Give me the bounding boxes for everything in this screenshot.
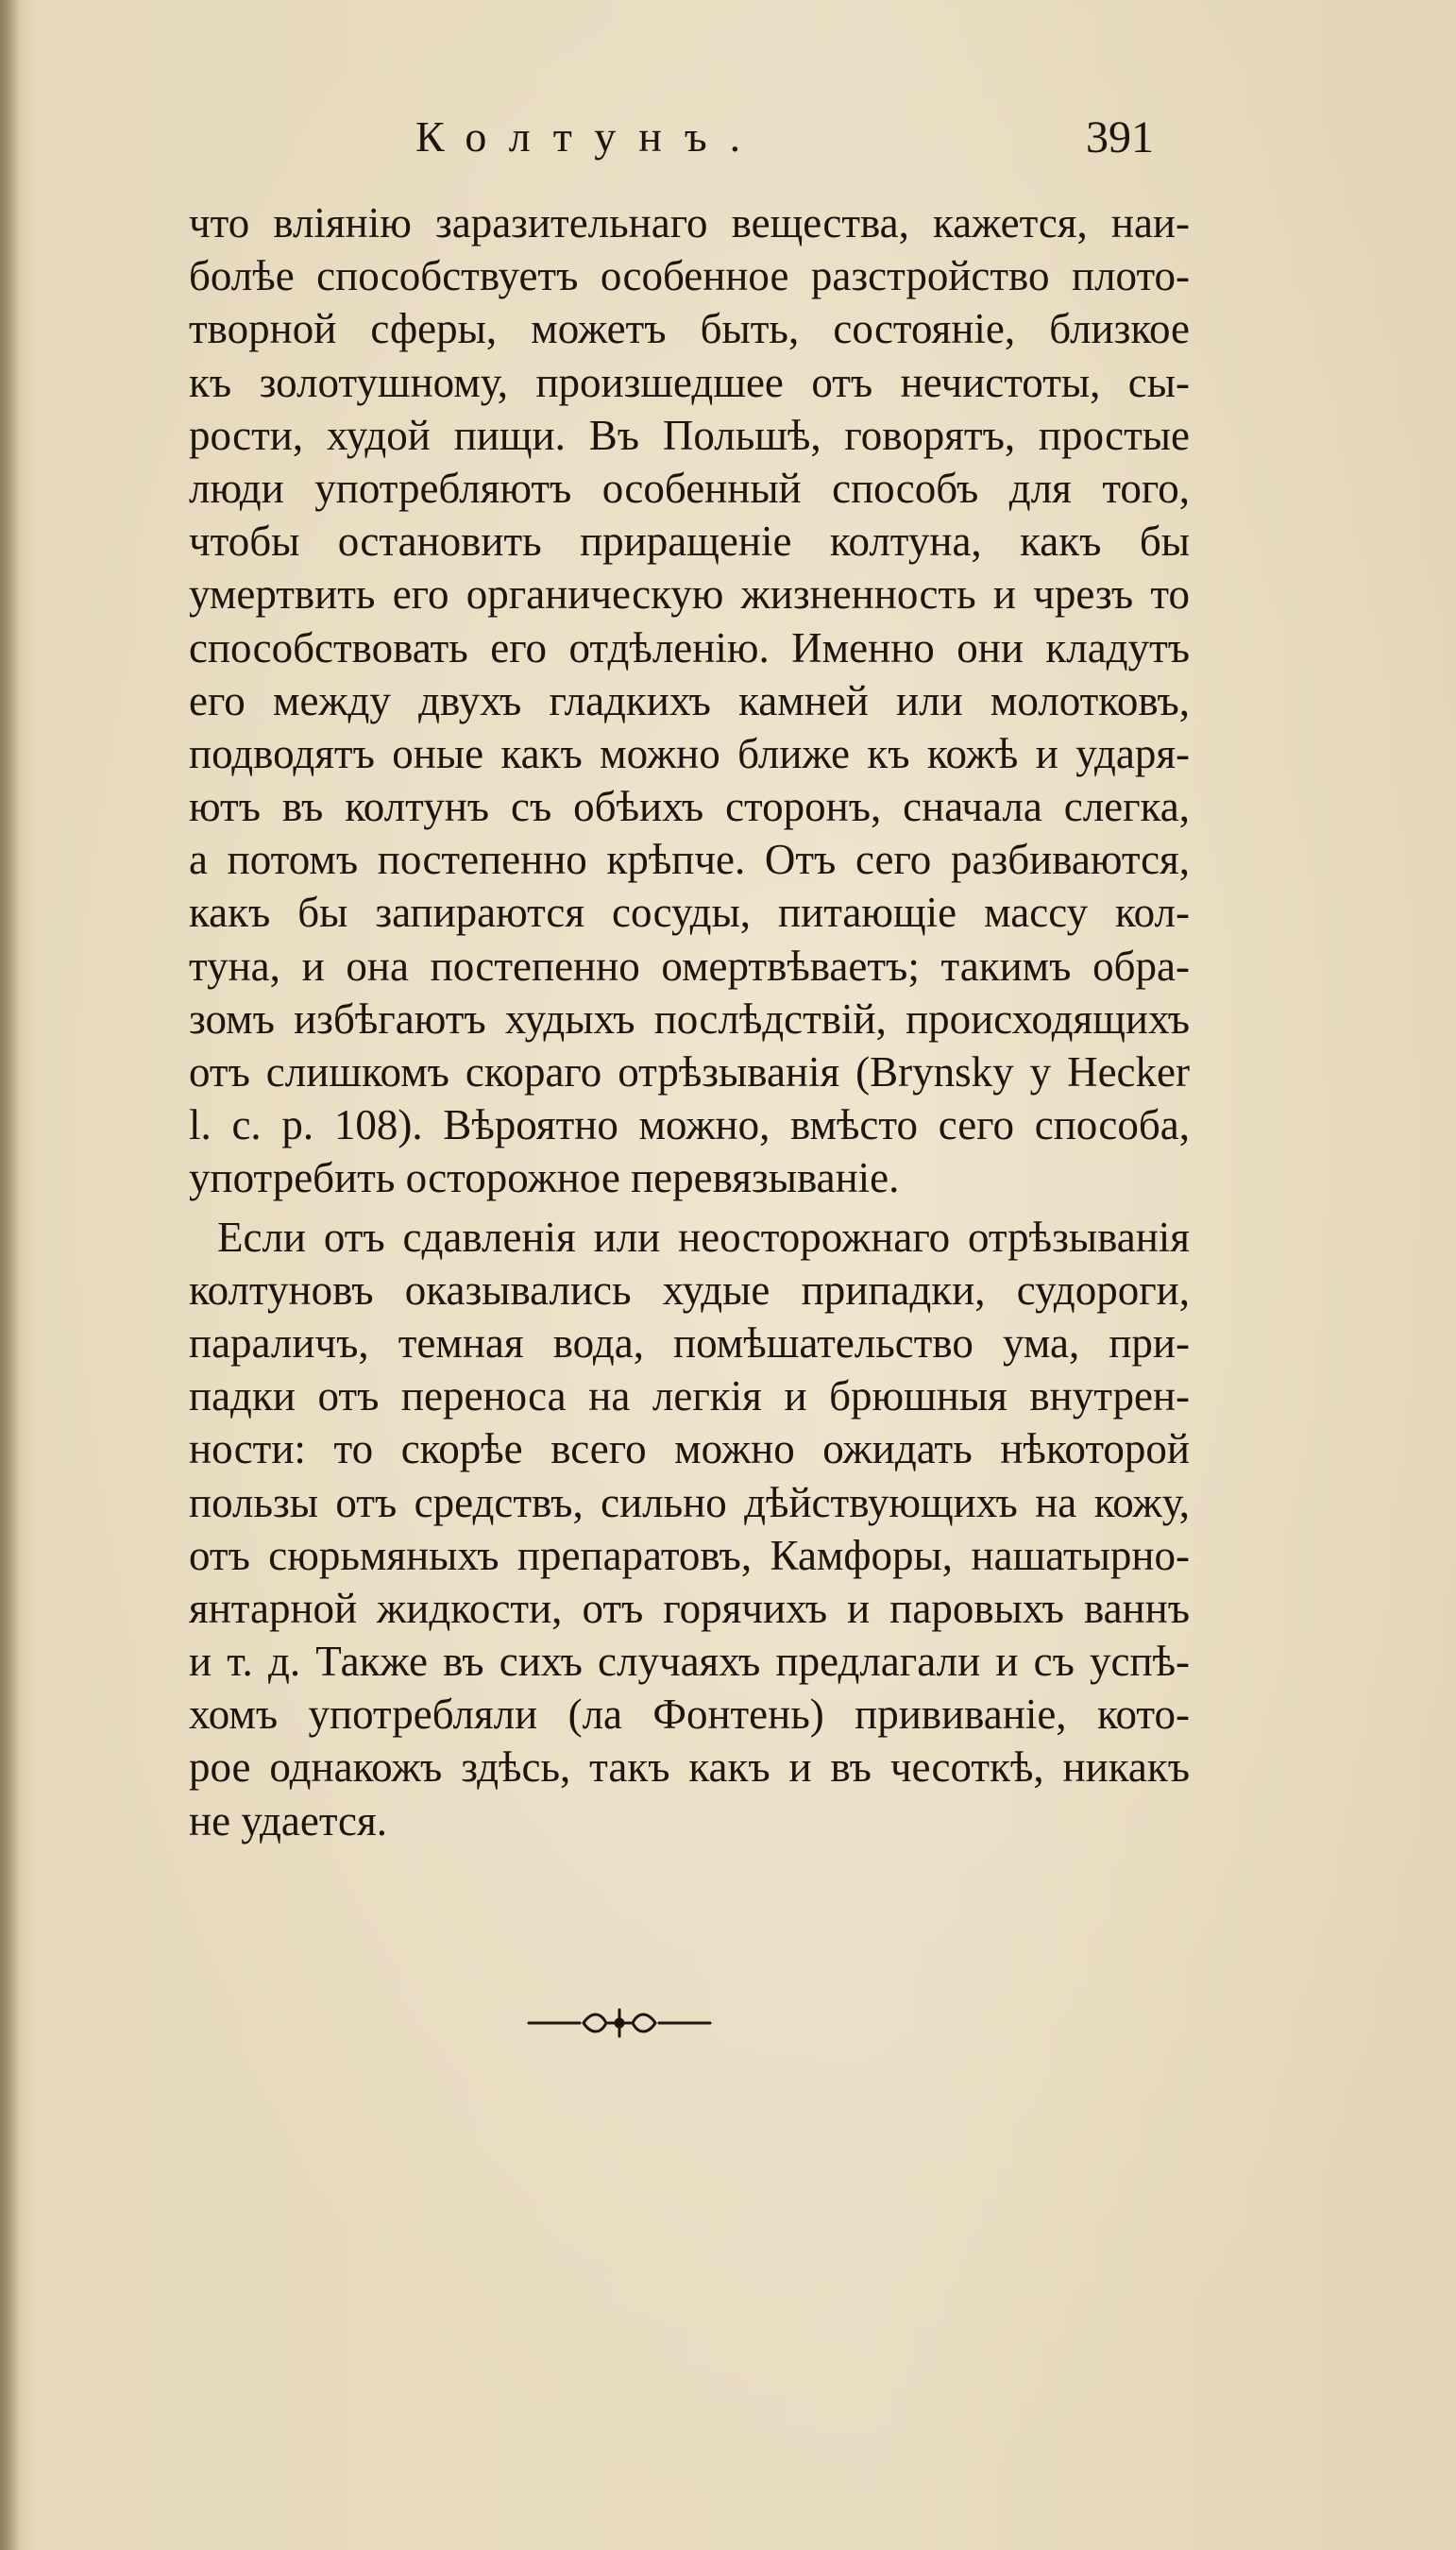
text-line: отъ слишкомъ скораго отрѣзыванія (Brynsky y Hecker [189, 1048, 1190, 1096]
text-line: болѣе способствуетъ особенное разстройство плото- [189, 252, 1190, 300]
text-line: туна, и она постепенно омертвѣваетъ; такимъ обра- [189, 942, 1190, 990]
text-line: что вліянію заразительнаго вещества, кажется, наи- [189, 199, 1190, 246]
text-line: l. c. p. 108). Вѣроятно можно, вмѣсто сего способа, [189, 1101, 1190, 1149]
text-line: люди употребляютъ особенный способъ для того, [189, 464, 1190, 512]
text-line: падки отъ переноса на легкія и брюшныя внутрен- [189, 1372, 1190, 1420]
paragraph-1 [189, 196, 1190, 1205]
text-line: употребить осторожное перевязываніе. [189, 1154, 900, 1202]
text-line: ности: то скорѣе всего можно ожидать нѣкоторой [189, 1425, 1190, 1473]
text-line: ютъ въ колтунъ съ обѣихъ сторонъ, сначала слегка, [189, 783, 1190, 831]
text-line: творной сферы, можетъ быть, состояніе, близкое [189, 305, 1190, 353]
text-line: не удается. [189, 1796, 387, 1844]
text-line: янтарной жидкости, отъ горячихъ и паровыхъ ваннъ [189, 1584, 1190, 1632]
text-line: зомъ избѣгаютъ худыхъ послѣдствій, происходящихъ [189, 994, 1190, 1043]
text-line: къ золотушному, произшедшее отъ нечистоты, сы- [189, 358, 1190, 406]
text-line: подводятъ оные какъ можно ближе къ кожѣ и ударя- [189, 729, 1190, 777]
text-line: а потомъ постепенно крѣпче. Отъ сего разбиваются, [189, 836, 1190, 884]
page-number: 391 [1086, 112, 1154, 162]
tailpiece-ornament-icon [525, 2004, 714, 2042]
text-line: отъ сюрьмяныхъ препаратовъ, Камфоры, нашатырно- [189, 1531, 1190, 1579]
text-line: способствовать его отдѣленію. Именно они кладутъ [189, 623, 1190, 672]
running-head: Колтунъ. [415, 112, 764, 161]
text-line: и т. д. Также въ сихъ случаяхъ предлагали и съ успѣ- [189, 1638, 1190, 1686]
gutter-shadow [0, 0, 21, 2550]
paragraph-2 [189, 1211, 1190, 1847]
text-line: хомъ употребляли (ла Фонтень) прививаніе, кото- [189, 1691, 1190, 1739]
text-line: колтуновъ оказывались худые припадки, судороги, [189, 1266, 1190, 1314]
text-line: умертвить его органическую жизненность и чрезъ то [189, 570, 1190, 619]
text-line: его между двухъ гладкихъ камней или молотковъ, [189, 676, 1190, 724]
text-line: рое однакожъ здѣсь, такъ какъ и въ чесоткѣ, никакъ [189, 1743, 1190, 1792]
text-line: какъ бы запираются сосуды, питающіе массу кол- [189, 889, 1190, 937]
text-line: пользы отъ средствъ, сильно дѣйствующихъ на кожу, [189, 1478, 1190, 1526]
text-line: параличъ, темная вода, помѣшательство ума, при- [189, 1318, 1190, 1367]
text-line: Если отъ сдавленія или неосторожнаго отрѣзыванія [217, 1213, 1190, 1261]
text-line: чтобы остановить приращеніе колтуна, какъ бы [189, 518, 1190, 566]
body-text [189, 196, 1190, 1847]
text-line: рости, худой пищи. Въ Польшѣ, говорятъ, простые [189, 411, 1190, 459]
